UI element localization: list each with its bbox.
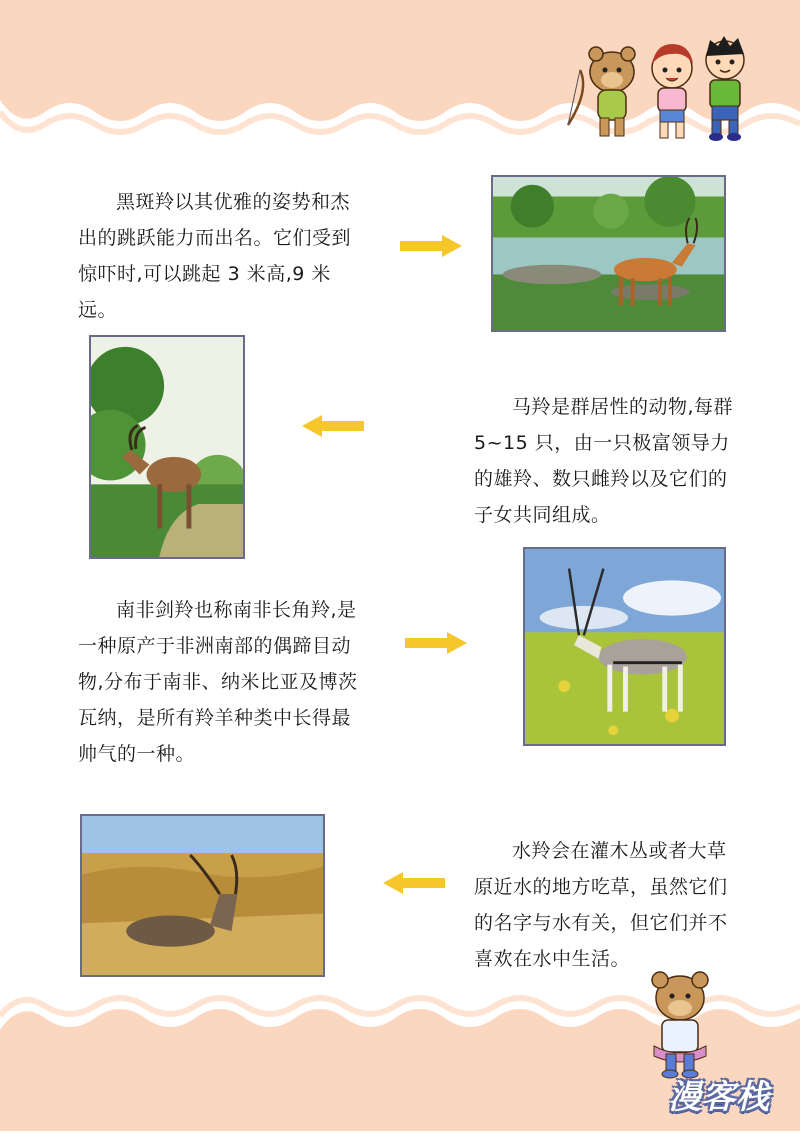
arrow-left-icon [302, 415, 364, 437]
bear-mascot [640, 968, 720, 1080]
paragraph-blackbuck: 黑斑羚以其优雅的姿势和杰出的跳跃能力而出名。它们受到惊吓时,可以跳起 3 米高,9 米远。 [78, 191, 352, 321]
gemsbok-on-grassland-photo [523, 547, 726, 746]
roan-antelope-in-forest-photo [89, 335, 245, 559]
impala-by-river-photo [491, 175, 726, 332]
arrow-left-icon [383, 872, 445, 894]
arrow-right-icon [400, 235, 462, 257]
arrow-right-icon [405, 632, 467, 654]
watermark-logo: 漫客栈 [668, 1077, 770, 1116]
paragraph-waterbuck: 水羚会在灌木丛或者大草原近水的地方吃草，虽然它们的名字与水有关，但它们并不喜欢在水中生活。 [474, 840, 728, 970]
waterbuck-in-dry-grass-photo [80, 814, 325, 977]
paragraph-gemsbok: 南非剑羚也称南非长角羚,是一种原产于非洲南部的偶蹄目动物,分布于南非、纳米比亚及博茨瓦纳，是所有羚羊种类中长得最帅气的一种。 [78, 599, 358, 765]
cartoon-kids-mascot-group [560, 30, 760, 145]
paragraph-roan: 马羚是群居性的动物,每群 5~15 只，由一只极富领导力的雄羚、数只雌羚以及它们的子女共同组成。 [474, 396, 734, 526]
